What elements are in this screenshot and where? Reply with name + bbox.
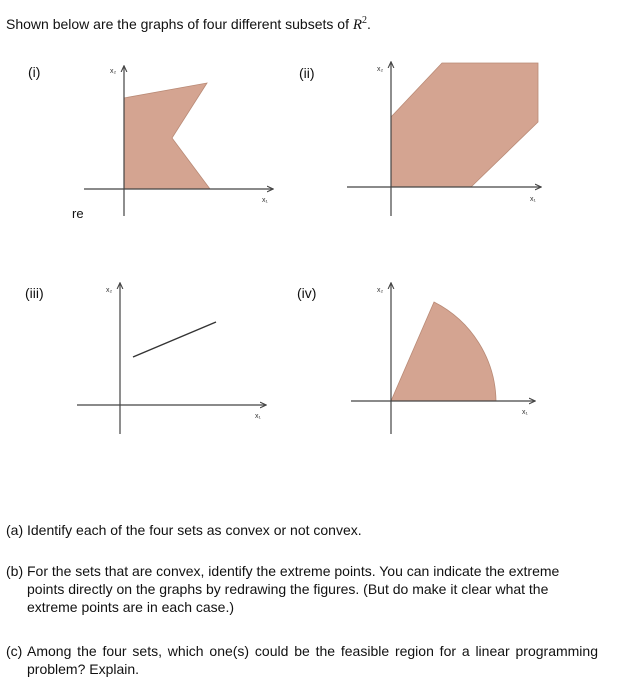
graph-i-y-label: x₂ (110, 68, 117, 75)
question-b-tag: (b) (6, 563, 24, 579)
intro-period: . (367, 16, 371, 32)
graph-ii-y-label: x₂ (377, 66, 384, 73)
region-i (124, 83, 210, 189)
question-a (6, 521, 598, 539)
graph-ii (347, 62, 541, 216)
intro-sentence: Shown below are the graphs of four different subsets of (6, 16, 349, 32)
graph-iii-y-label: x₂ (106, 287, 113, 294)
question-b (6, 562, 598, 616)
segment-iii (133, 322, 216, 357)
stray-text: re (72, 206, 84, 221)
question-c-text: Among the four sets, which one(s) could be the feasible region for a linear programming problem? Explain. (27, 643, 598, 677)
graph-ii-label: (ii) (299, 65, 315, 81)
graph-iii-x-label: x₁ (255, 413, 261, 420)
question-a-tag: (a) (6, 522, 24, 538)
graph-i-label: (i) (28, 64, 41, 80)
graph-iv-label: (iv) (297, 285, 317, 301)
graph-iv (351, 283, 535, 434)
graph-iii (77, 283, 266, 434)
graph-iv-y-label: x₂ (377, 287, 384, 294)
region-ii (391, 63, 538, 187)
graph-ii-x-label: x₁ (530, 196, 536, 203)
graph-i (84, 66, 273, 216)
question-a-text: Identify each of the four sets as convex or not convex. (27, 522, 362, 538)
question-c-tag: (c) (6, 643, 23, 659)
question-b-text: For the sets that are convex, identify the extreme points. You can indicate the extreme points directly on the graphs by redrawing the figures. (But do make it clear what the extreme points are in each case.) (27, 563, 560, 615)
graph-i-x-label: x₁ (262, 197, 268, 204)
graph-iv-x-label: x₁ (522, 409, 528, 416)
region-iv (391, 302, 496, 401)
set-symbol-exponent: 2 (362, 15, 368, 26)
question-c (6, 642, 598, 678)
set-symbol-letter: R (352, 17, 363, 33)
graph-iii-label: (iii) (25, 285, 44, 301)
